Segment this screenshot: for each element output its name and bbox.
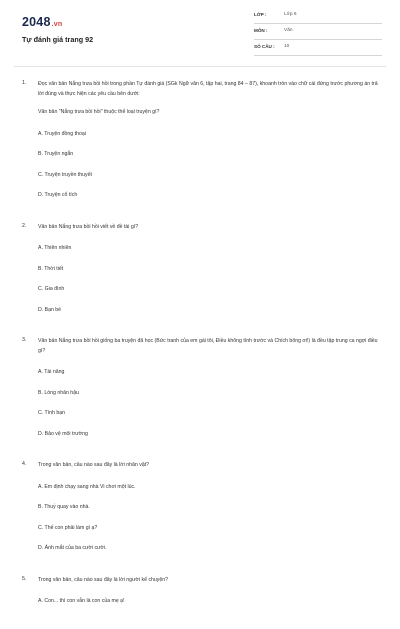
meta-value-count: 10: [284, 44, 290, 49]
meta-label-count: SỐ CÂU :: [254, 44, 275, 49]
question-2: [0, 223, 400, 316]
question-5: [0, 576, 400, 607]
meta-value-subject: Văn: [284, 28, 293, 33]
question-text: Đọc văn bản Nắng trưa bồi hồi trong phần Tự đánh giá (SGk Ngữ văn 6, tập hai, trang 84 – 87), khoanh tròn vào chữ cái đứng trước phương án trả lời đúng và thực hiện các yêu cầu bên dưới:: [38, 81, 378, 97]
answer-option-c[interactable]: C. Tình bạn: [38, 410, 66, 416]
question-number: 4.: [22, 461, 27, 467]
logo-main-text: 2048: [22, 15, 51, 29]
question-text: Văn bản Nắng trưa bồi hồi viết về đề tài gì?: [38, 223, 139, 230]
answer-option-a[interactable]: A. Em định chạy sang nhà Vi chơi một lúc.: [38, 483, 136, 490]
answer-option-c[interactable]: C. Truyện truyền thuyết: [38, 171, 92, 178]
answer-option-d[interactable]: D. Bạn bè: [38, 306, 62, 313]
question-list: [0, 80, 400, 629]
question-1: [0, 80, 400, 201]
question-3: [0, 337, 400, 439]
question-4: [0, 461, 400, 554]
page-title: Tự đánh giá trang 92: [22, 35, 94, 44]
answer-option-c[interactable]: C. Thế con phải làm gì ạ?: [38, 524, 98, 531]
answer-option-a[interactable]: A. Thiên nhiên: [38, 245, 72, 251]
answer-option-b[interactable]: B. Thuỷ quay vào nhà.: [38, 504, 90, 510]
question-text: Trong văn bản, câu nào sau đây là lời người kể chuyện?: [38, 576, 169, 583]
meta-label-class: LỚP :: [254, 12, 267, 17]
meta-value-class: Lớp 6: [284, 12, 297, 17]
answer-option-b[interactable]: B. Thời tiết: [38, 265, 64, 272]
site-logo[interactable]: [22, 15, 62, 29]
answer-option-a[interactable]: A. Con... thì con vẫn là con của mẹ ạ!: [38, 598, 125, 604]
question-text: Trong văn bản, câu nào sau đây là lời nhân vật?: [38, 462, 150, 468]
header-divider: [14, 66, 386, 67]
answer-option-d[interactable]: D. Bảo vệ môi trường: [38, 430, 88, 437]
meta-row-class: [254, 8, 382, 24]
answer-option-b[interactable]: B. Truyện ngắn: [38, 151, 74, 157]
answer-option-c[interactable]: C. Gia đình: [38, 286, 65, 292]
meta-label-subject: MÔN :: [254, 28, 268, 33]
question-subtext: Văn bản "Nắng trưa bồi hồi" thuộc thể loại truyện gì?: [38, 109, 160, 115]
answer-option-a[interactable]: A. Truyện đồng thoại: [38, 130, 86, 137]
answer-option-b[interactable]: B. Lòng nhân hậu: [38, 389, 79, 396]
question-number: 3.: [22, 337, 27, 343]
answer-option-d[interactable]: D. Truyện cổ tích: [38, 192, 78, 198]
answer-option-d[interactable]: D. Ánh mắt của ba cười cười.: [38, 545, 107, 551]
meta-row-subject: [254, 24, 382, 40]
logo-suffix-text: .vn: [51, 21, 63, 28]
question-text: Văn bản Nắng trưa bồi hồi giống ba truyện đã học (Bức tranh của em gái tôi, Điều không tính trước và Chích bông ơi!) là đều tập trung ca ngợi điều gì?: [38, 338, 378, 354]
question-number: 5.: [22, 575, 27, 582]
answer-option-a[interactable]: A. Tài năng: [38, 369, 65, 375]
page-header: [0, 0, 400, 70]
question-number: 2.: [22, 222, 27, 229]
meta-row-count: [254, 40, 382, 56]
question-number: 1.: [22, 80, 27, 86]
meta-info-table: [254, 8, 382, 56]
